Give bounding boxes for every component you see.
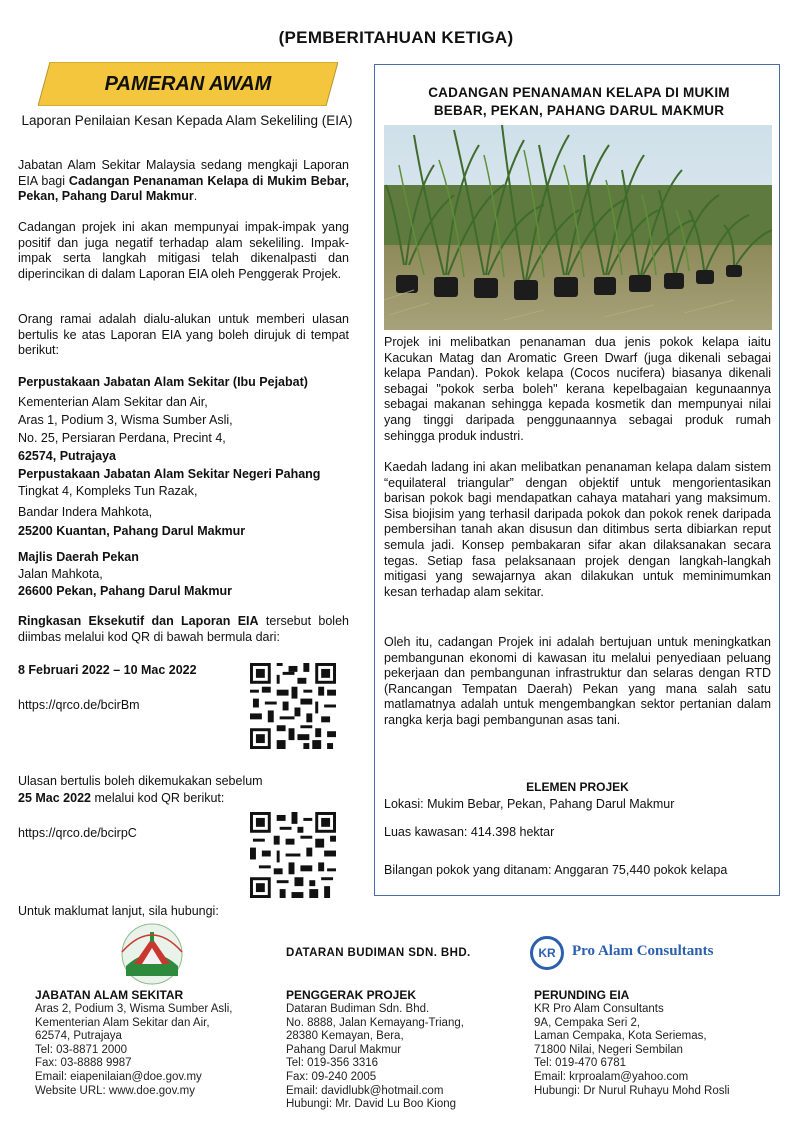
intro-paragraph-3: Orang ramai adalah dialu-alukan untuk memberi ulasan bertulis ke atas Laporan EIA yang boleh dirujuk di tempat berikut: <box>18 312 349 358</box>
location-1-name: Perpustakaan Jabatan Alam Sekitar (Ibu Pejabat) <box>18 375 308 389</box>
project-description-2: Kaedah ladang ini akan melibatkan penanaman kelapa dalam sistem “equilateral triangular” dengan objektif untuk mengorientasikan barisan pokok bagi mendapatkan cahaya matahari yang maksimum. Sisa biojisim yang terhasil daripada pokok dan pokok renek daripada pembersihan tanah akan disusun dan ditimbus serta dibiarkan reput semula jadi. Konsep pembakaran sifar akan dilaksanakan secara tegas. Setiap fasa pelaksanaan projek dengan langkah-langkah mitigasi yang sewajarnya akan dilakukan untuk meminimumkan kesan terhadap alam sekitar. <box>384 460 771 599</box>
contact-line: 62574, Putrajaya <box>35 1030 122 1043</box>
contact-line: KR Pro Alam Consultants <box>534 1003 664 1015</box>
banner-title: PAMERAN AWAM <box>104 73 272 95</box>
location-3-name: Majlis Daerah Pekan <box>18 550 139 564</box>
contact-line: 28380 Kemayan, Bera, <box>286 1030 404 1043</box>
intro-paragraph-2: Cadangan projek ini akan mempunyai impak-impak yang positif dan juga negatif terhadap alam sekeliling. Impak- impak serta langkah mitigasi telah dikenalpasti dan diperincikan di dalam Laporan EIA oleh Penggerak Projek. <box>18 220 349 281</box>
pro-alam-mark: KR <box>530 936 564 970</box>
public-exhibition-banner <box>38 62 338 106</box>
project-title: CADANGAN PENANAMAN KELAPA DI MUKIM BEBAR, PEKAN, PAHANG DARUL MAKMUR <box>428 85 730 118</box>
contact-line: Hubungi: Mr. David Lu Boo Kiong <box>286 1098 457 1111</box>
contact-email[interactable]: Email: davidlubk@hotmail.com <box>286 1084 444 1097</box>
project-elements-title: ELEMEN PROJEK <box>526 780 629 794</box>
location-2-line: Tingkat 4, Kompleks Tun Razak, <box>18 484 198 498</box>
exhibition-dates: 8 Februari 2022 – 10 Mac 2022 <box>18 663 197 677</box>
perunding-contact-heading: PERUNDING EIA <box>534 988 630 1002</box>
contact-line: Aras 2, Podium 3, Wisma Sumber Asli, <box>35 1003 233 1015</box>
ringkasan-paragraph: Ringkasan Eksekutif dan Laporan EIA tersebut boleh diimbas melalui kod QR di bawah bermula dari: <box>18 614 349 644</box>
location-3-line: Jalan Mahkota, <box>18 567 103 581</box>
penggerak-contact <box>286 988 464 1112</box>
qr-code-icon[interactable] <box>250 812 336 898</box>
contact-line: 9A, Cempaka Seri 2, <box>534 1016 641 1029</box>
eia-subtitle: Laporan Penilaian Kesan Kepada Alam Sekeliling (EIA) <box>21 113 353 128</box>
project-description-1: Projek ini melibatkan penanaman dua jenis pokok kelapa iaitu Kacukan Matag dan Aromatic Green Dwarf (juga dikenali sebagai kelapa Pandan). Pokok kelapa (Cocos nucifera) biasanya dikenali sebagai "pokok serba boleh" kerana kepelbagaian kegunaannya sebagai makanan sehingga kepada kosmetik dan mempunyai nilai yang tinggi daripada penggunaannya sebagai produk rumah sehingga produk industri. <box>384 335 771 443</box>
location-2-line: Bandar Indera Mahkota, <box>18 505 153 519</box>
contact-line: Kementerian Alam Sekitar dan Air, <box>35 1016 210 1029</box>
project-area: Luas kawasan: 414.398 hektar <box>384 825 555 839</box>
contact-line: Hubungi: Dr Nurul Ruhayu Mohd Rosli <box>534 1084 730 1097</box>
location-2-name: Perpustakaan Jabatan Alam Sekitar Negeri Pahang <box>18 467 321 481</box>
contact-line: Pahang Darul Makmur <box>286 1043 402 1056</box>
jas-contact <box>35 988 232 1098</box>
contact-line: Fax: 09-240 2005 <box>286 1070 377 1083</box>
location-3-postcode: 26600 Pekan, Pahang Darul Makmur <box>18 584 232 598</box>
ulasan-line-2: 25 Mac 2022 melalui kod QR berikut: <box>18 791 225 805</box>
contact-line: Laman Cempaka, Kota Seriemas, <box>534 1030 707 1043</box>
contact-line: Dataran Budiman Sdn. Bhd. <box>286 1003 430 1015</box>
intro-paragraph-1: Jabatan Alam Sekitar Malaysia sedang mengkaji Laporan EIA bagi Cadangan Penanaman Kelapa di Mukim Bebar, Pekan, Pahang Darul Makmur. <box>18 158 349 204</box>
pro-alam-logo <box>530 936 770 970</box>
dataran-budiman-logo: DATARAN BUDIMAN SDN. BHD. <box>286 947 471 959</box>
project-description-3: Oleh itu, cadangan Projek ini adalah bertujuan untuk meningkatkan pembangunan ekonomi di kawasan itu melalui penyediaan peluang pekerjaan dan pembangunan infrastruktur dan selaras dengan RTD (Rancangan Tempatan Daerah) Pekan yang mana salah satu matlamatnya adalah untuk mengembangkan sektor pertanian dalam rangka kerja bagi pembangunan asas tani. <box>384 635 771 727</box>
project-location: Lokasi: Mukim Bebar, Pekan, Pahang Darul Makmur <box>384 797 675 811</box>
ulasan-line: Ulasan bertulis boleh dikemukakan sebelum <box>18 774 263 788</box>
location-2-postcode: 25200 Kuantan, Pahang Darul Makmur <box>18 524 246 538</box>
location-1-line: No. 25, Persiaran Perdana, Precint 4, <box>18 431 226 445</box>
contact-line: No. 8888, Jalan Kemayang-Triang, <box>286 1016 464 1029</box>
pro-alam-text: Pro Alam Consultants <box>572 943 714 959</box>
perunding-contact <box>534 988 730 1098</box>
coconut-plantation-photo <box>384 125 772 330</box>
contact-line: Tel: 019-470 6781 <box>534 1057 627 1070</box>
contact-line: Tel: 019-356 3316 <box>286 1057 379 1070</box>
contact-line: Tel: 03-8871 2000 <box>35 1043 128 1056</box>
qr-link-report[interactable]: https://qrco.de/bcirBm <box>18 698 140 712</box>
qr-link-comment[interactable]: https://qrco.de/bcirpC <box>18 826 137 840</box>
contact-email[interactable]: Email: eiapenilaian@doe.gov.my <box>35 1070 202 1083</box>
penggerak-contact-heading: PENGGERAK PROJEK <box>286 988 417 1002</box>
jas-logo-icon <box>112 922 192 986</box>
contact-line: 71800 Nilai, Negeri Sembilan <box>534 1043 683 1056</box>
contact-prompt: Untuk maklumat lanjut, sila hubungi: <box>18 904 219 918</box>
jas-contact-heading: JABATAN ALAM SEKITAR <box>35 988 184 1002</box>
contact-line: Fax: 03-8888 9987 <box>35 1057 132 1070</box>
contact-email[interactable]: Email: krproalam@yahoo.com <box>534 1070 689 1083</box>
location-1-postcode: 62574, Putrajaya <box>18 449 116 463</box>
notice-title: (PEMBERITAHUAN KETIGA) <box>278 28 514 47</box>
qr-code-icon[interactable] <box>250 663 336 749</box>
contact-website[interactable]: Website URL: www.doe.gov.my <box>35 1084 195 1097</box>
tree-count: Bilangan pokok yang ditanam: Anggaran 75,440 pokok kelapa <box>384 863 728 877</box>
location-1-line: Kementerian Alam Sekitar dan Air, <box>18 395 208 409</box>
location-1-line: Aras 1, Podium 3, Wisma Sumber Asli, <box>18 413 233 427</box>
